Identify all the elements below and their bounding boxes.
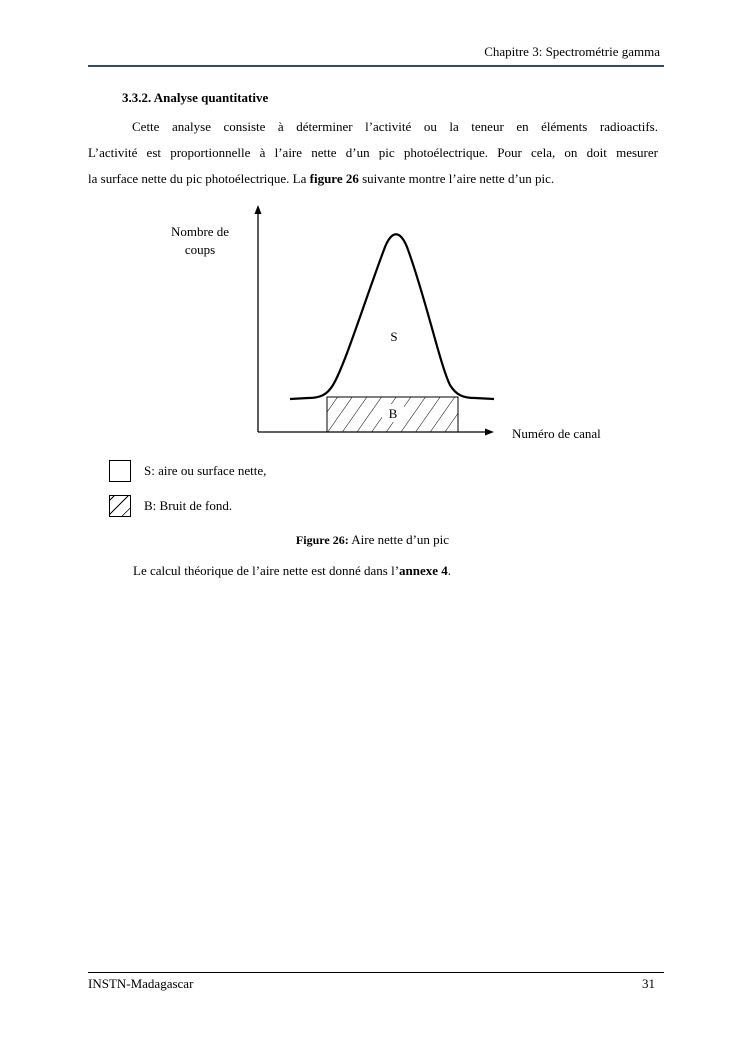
paragraph-line-3-end: suivante montre l’aire nette d’un pic. <box>358 171 555 186</box>
footer-institution: INSTN-Madagascar <box>88 976 194 991</box>
y-axis-arrow-icon <box>255 205 262 214</box>
caption-label: Figure 26: <box>295 533 349 547</box>
closing-end: . <box>447 563 452 578</box>
section-title: 3.3.2. Analyse quantitative <box>122 90 269 105</box>
figure-caption <box>0 532 745 548</box>
paragraph-line-3-start: la surface nette du pic photoélectrique. La <box>88 171 310 186</box>
x-axis-arrow-icon <box>485 429 494 436</box>
annex-reference: annexe 4 <box>399 563 448 578</box>
legend-background-text: B: Bruit de fond. <box>144 498 233 513</box>
peak-curve <box>290 234 494 399</box>
paragraph-line-1: Cette analyse consiste à déterminer l’activité ou la teneur en éléments radioactifs. <box>132 119 658 134</box>
legend-net-area <box>109 460 266 482</box>
legend-net-area-text: S: aire ou surface nette, <box>144 463 267 478</box>
y-axis-label-line1: Nombre de <box>170 224 230 239</box>
net-area-label: S <box>390 329 398 344</box>
legend-background <box>109 495 232 517</box>
running-header: Chapitre 3: Spectrométrie gamma <box>484 44 660 59</box>
figure-reference: figure 26 <box>309 171 359 186</box>
paragraph-line-2: L’activité est proportionnelle à l’aire nette d’un pic photoélectrique. Pour cela, on doit mesurer <box>88 145 658 160</box>
caption-text: Aire nette d’un pic <box>348 532 450 547</box>
footer-rule <box>88 972 664 973</box>
page-number: 31 <box>642 976 655 991</box>
y-axis-label-line2: coups <box>184 242 216 257</box>
empty-square-icon <box>109 460 131 482</box>
x-axis-label: Numéro de canal <box>512 426 601 441</box>
hatched-square-icon <box>109 495 131 517</box>
closing-text: Le calcul théorique de l’aire nette est donné dans l’ <box>133 563 400 578</box>
closing-sentence <box>133 563 451 579</box>
background-label: B <box>388 406 398 421</box>
